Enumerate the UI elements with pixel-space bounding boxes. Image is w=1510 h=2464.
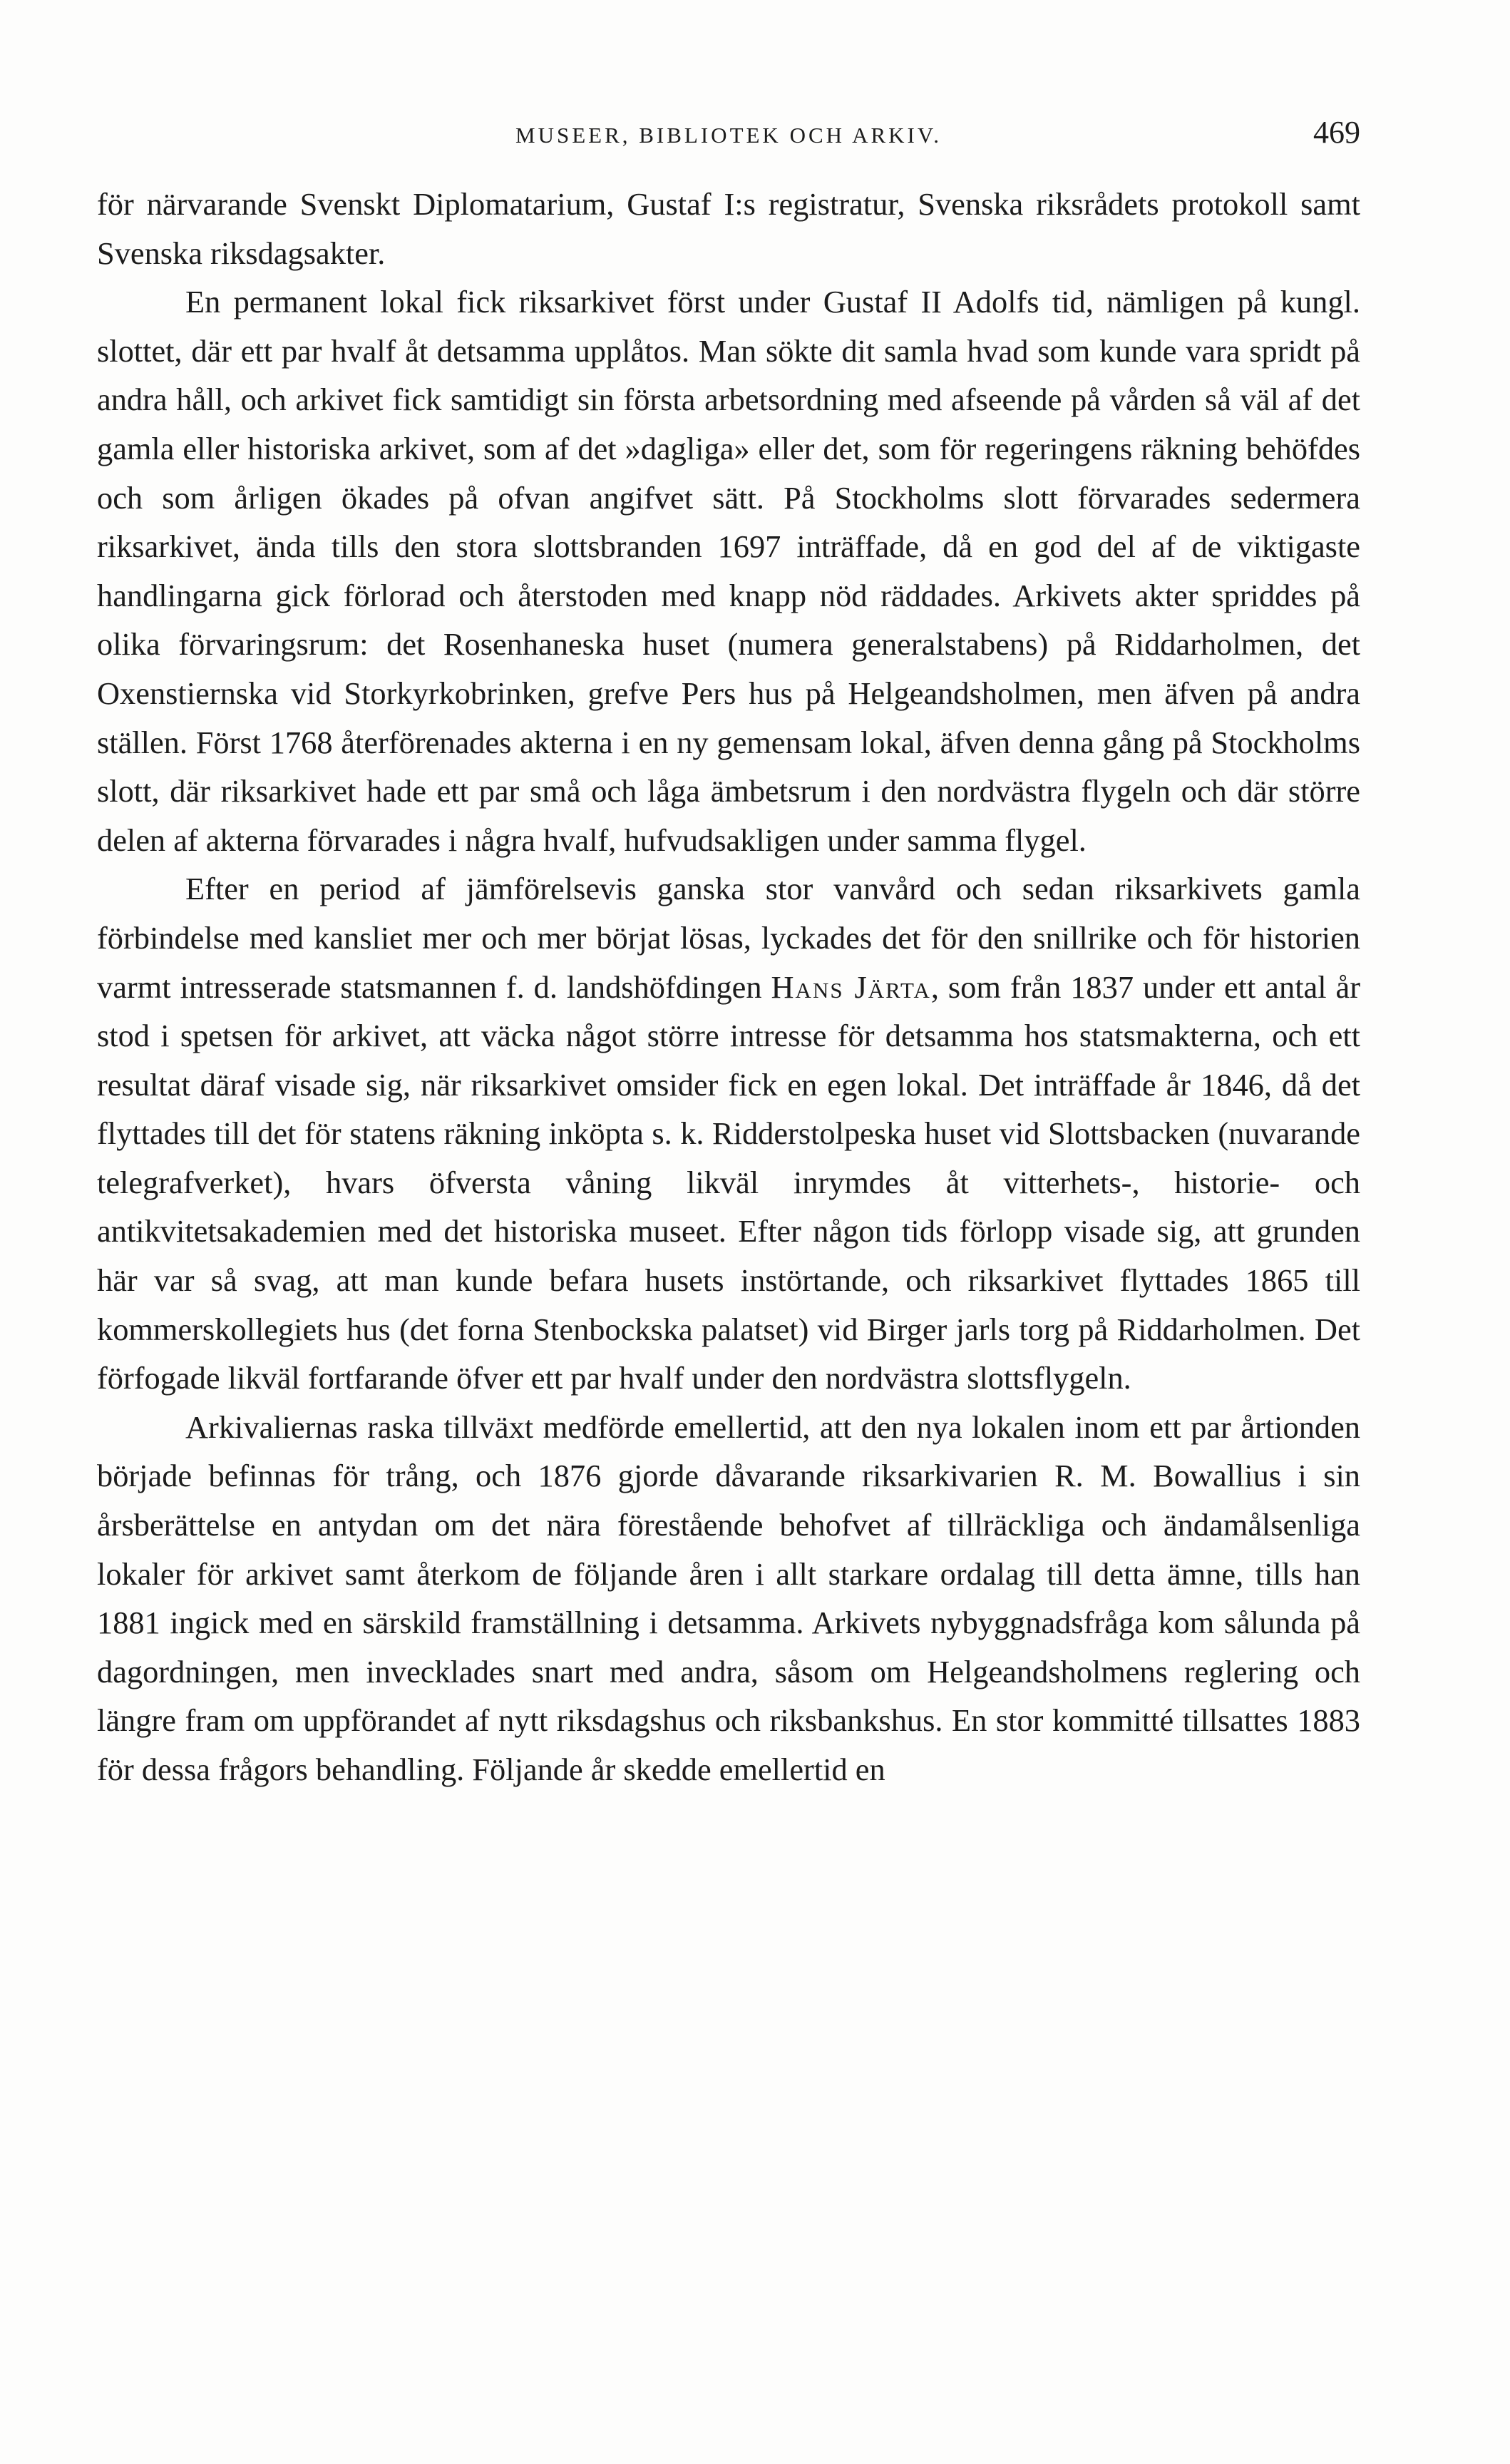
paragraph-3	[97, 864, 1360, 1403]
paragraph-2: En permanent lokal fick riksarkivet först under Gustaf II Adolfs tid, nämligen på kungl. slottet, där ett par hvalf åt detsamma upplåtos. Man sökte dit samla hvad som kunde vara spridt på andra håll, och arkivet fick samtidigt sin första arbetsordning med afseende på vården så väl af det gamla eller historiska arkivet, som af det »dagliga» eller det, som för regeringens räkning behöfdes och som årligen ökades på ofvan angifvet sätt. På Stockholms slott förvarades sedermera riksarkivet, ända tills den stora slottsbranden 1697 inträffade, då en god del af de viktigaste handlingarna gick förlorad och återstoden med knapp nöd räddades. Arkivets akter spriddes på olika förvaringsrum: det Rosenhaneska huset (numera generalstabens) på Riddarholmen, det Oxenstiernska vid Storkyrkobrinken, grefve Pers hus på Helgeandsholmen, men äfven på andra ställen. Först 1768 återförenades akterna i en ny gemensam lokal, äfven denna gång på Stockholms slott, där riksarkivet hade ett par små och låga ämbetsrum i den nordvästra flygeln och där större delen af akterna förvarades i några hvalf, hufvudsakligen under samma flygel.	[97, 284, 1360, 858]
person-name: Hans Järta	[771, 968, 931, 1005]
paragraph-3-after: , som från 1837 under ett antal år stod i spetsen för arkivet, att väcka något större intresse för detsamma hos statsmakterna, och ett resultat däraf visade sig, när riksarkivet omsider fick en egen lokal. Det inträffade år 1846, då det flyttades till det för statens räkning inköpta s. k. Ridderstolpeska huset vid Slottsbacken (nuvarande telegrafverket), hvars öfversta våning likväl inrymdes åt vitterhets-, historie- och antikvitetsakademien med det historiska museet. Efter någon tids förlopp visade sig, att grunden här var så svag, att man kunde befara husets instörtande, och riksarkivet flyttades 1865 till kommerskollegiets hus (det forna Stenbockska palatset) vid Birger jarls torg på Riddarholmen. Det förfogade likväl fortfarande öfver ett par hvalf under den nordvästra slottsflygeln.	[97, 968, 1360, 1396]
paragraph-4: Arkivaliernas raska tillväxt medförde emellertid, att den nya lokalen inom ett par årtionden började befinnas för trång, och 1876 gjorde dåvarande riksarkivarien R. M. Bowallius i sin årsberättelse en antydan om det nära förestående behofvet af tillräckliga och ändamålsenliga lokaler för arkivet samt återkom de följande åren i allt starkare ordalag till detta ämne, tills han 1881 ingick med en särskild framställning i detsamma. Arkivets nybyggnadsfråga kom sålunda på dagordningen, men invecklades snart med andra, såsom om Helgeandsholmens reglering och längre fram om uppförandet af nytt riksdagshus och riksbankshus. En stor kommitté tillsattes 1883 för dessa frågors behandling. Följande år skedde emellertid en	[97, 1409, 1360, 1787]
running-head: MUSEER, BIBLIOTEK OCH ARKIV.	[515, 123, 942, 148]
page-number: 469	[1313, 115, 1360, 150]
paragraph-3-before: Efter en period af jämförelsevis ganska stor vanvård och sedan riksarkivets gamla förbindelse med kansliet mer och mer börjat lösas, lyckades det för den snillrike och för historien varmt intresserade statsmannen f. d. landshöfdingen	[97, 871, 1360, 1005]
body-text	[97, 180, 1360, 1794]
page-header	[97, 114, 1360, 157]
paragraph-1: för närvarande Svenskt Diplomatarium, Gustaf I:s registratur, Svenska riksrådets protokoll samt Svenska riksdagsakter.	[97, 186, 1360, 271]
